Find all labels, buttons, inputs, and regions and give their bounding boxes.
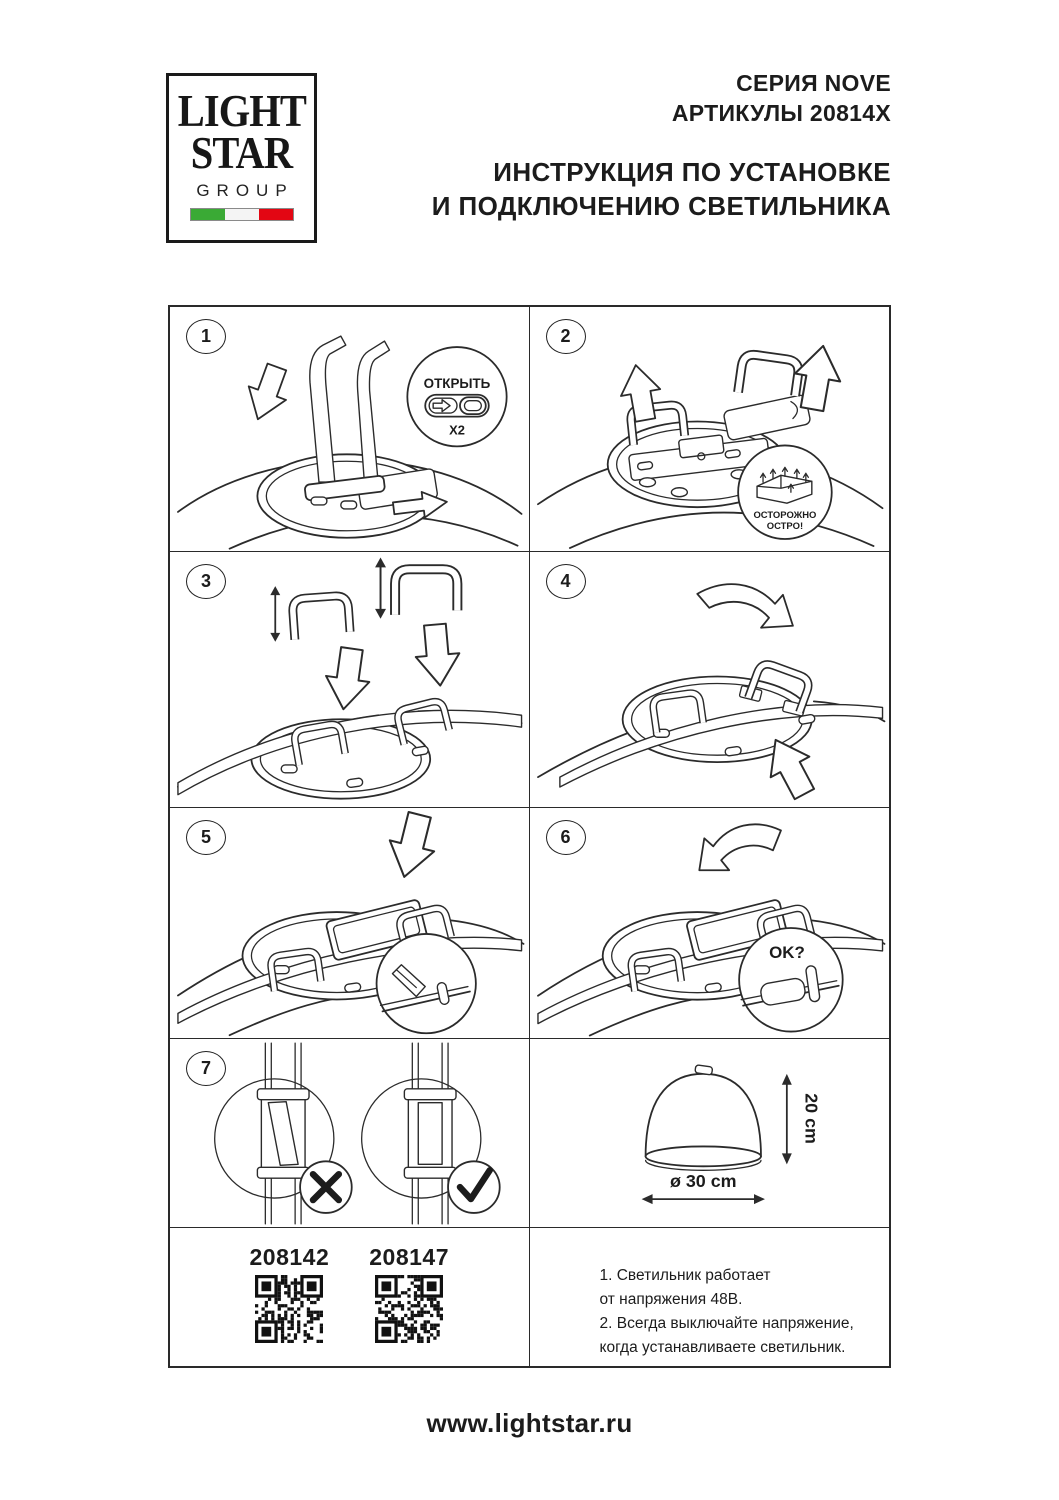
flag-green <box>191 209 225 220</box>
svg-text:ОСТОРОЖНО: ОСТОРОЖНО <box>752 510 816 522</box>
step2-number: 2 <box>546 319 586 354</box>
updown-arrow-right-icon <box>375 558 386 619</box>
caution-sharp-badge <box>738 445 832 539</box>
note-line: когда устанавливаете светильник. <box>599 1339 846 1357</box>
website-url: www.lightstar.ru <box>426 1408 633 1438</box>
note-line: 2. Всегда выключайте напряжение, <box>599 1315 854 1333</box>
logo-group: GROUP <box>196 180 294 200</box>
qr-code <box>255 1275 323 1343</box>
step7-number: 7 <box>186 1051 226 1086</box>
step3-number: 3 <box>186 564 226 599</box>
step4-panel <box>530 552 890 808</box>
step6-panel <box>530 808 890 1039</box>
u-clamp-right <box>395 569 457 615</box>
qr-codes-panel <box>170 1228 530 1366</box>
instruction-title-line1: ИНСТРУКЦИЯ ПО УСТАНОВКЕ <box>493 156 891 187</box>
check-badge <box>448 1161 500 1213</box>
dimensions-illustration <box>530 1039 890 1227</box>
diameter-dimension <box>641 1171 764 1204</box>
step6-number: 6 <box>546 820 586 855</box>
ok-detail-badge <box>739 928 843 1032</box>
correct-mount-example <box>362 1043 500 1224</box>
step1-panel <box>170 307 530 552</box>
header <box>331 68 891 223</box>
article-number: 208147 <box>369 1244 449 1270</box>
notes-panel <box>530 1228 890 1366</box>
flag-white <box>225 209 259 220</box>
press-down-arrow-icon <box>239 360 295 426</box>
step3-illustration <box>170 552 529 807</box>
svg-text:OK?: OK? <box>768 942 805 962</box>
svg-text:ОТКРЫТЬ: ОТКРЫТЬ <box>423 375 491 391</box>
open-x2-badge <box>407 347 506 446</box>
cross-badge <box>300 1161 352 1213</box>
svg-text:ø 30 cm: ø 30 cm <box>669 1171 737 1192</box>
lightstar-logo <box>166 73 317 243</box>
wrong-mount-example <box>215 1043 352 1224</box>
step1-number: 1 <box>186 319 226 354</box>
italian-flag-bar <box>190 208 294 221</box>
handle-bracket-top <box>738 353 800 400</box>
step4-number: 4 <box>546 564 586 599</box>
instruction-grid <box>168 305 891 1368</box>
press-arrow-right-icon <box>413 623 462 688</box>
note-line: от напряжения 48В. <box>599 1291 743 1309</box>
article-number: 208142 <box>249 1244 330 1270</box>
step5-number: 5 <box>186 820 226 855</box>
updown-arrow-left-icon <box>270 586 280 642</box>
step5-panel <box>170 808 530 1039</box>
step2-panel <box>530 307 890 552</box>
qr-block-208142 <box>250 1244 330 1343</box>
rotate-curved-arrow-icon <box>697 584 793 628</box>
instruction-title-line2: И ПОДКЛЮЧЕНИЮ СВЕТИЛЬНИКА <box>431 191 891 222</box>
lift-arrow-left-icon <box>616 362 665 424</box>
step7-panel <box>170 1039 530 1228</box>
series-title: СЕРИЯ NOVE <box>736 70 891 96</box>
svg-text:X2: X2 <box>449 422 465 438</box>
press-down-arrow-icon <box>382 809 442 882</box>
svg-text:20 cm: 20 cm <box>801 1093 822 1144</box>
flag-red <box>259 209 293 220</box>
qr-block-208147 <box>369 1244 449 1343</box>
articles-title: АРТИКУЛЫ 20814X <box>671 100 891 127</box>
snap-curved-arrow-icon <box>699 824 781 870</box>
step3-panel <box>170 552 530 808</box>
latch-detail-badge <box>377 934 476 1033</box>
note-line: 1. Светильник работает <box>599 1267 771 1284</box>
height-dimension <box>781 1074 821 1165</box>
logo-light: LIGHT <box>177 85 307 136</box>
dimensions-panel <box>530 1039 890 1228</box>
step4-illustration <box>530 552 890 807</box>
logo-star: STAR <box>190 127 293 179</box>
svg-text:ОСТРО!: ОСТРО! <box>766 521 803 533</box>
qr-code <box>375 1275 443 1343</box>
press-arrow-left-icon <box>322 646 374 713</box>
u-clamp-left <box>292 595 350 639</box>
